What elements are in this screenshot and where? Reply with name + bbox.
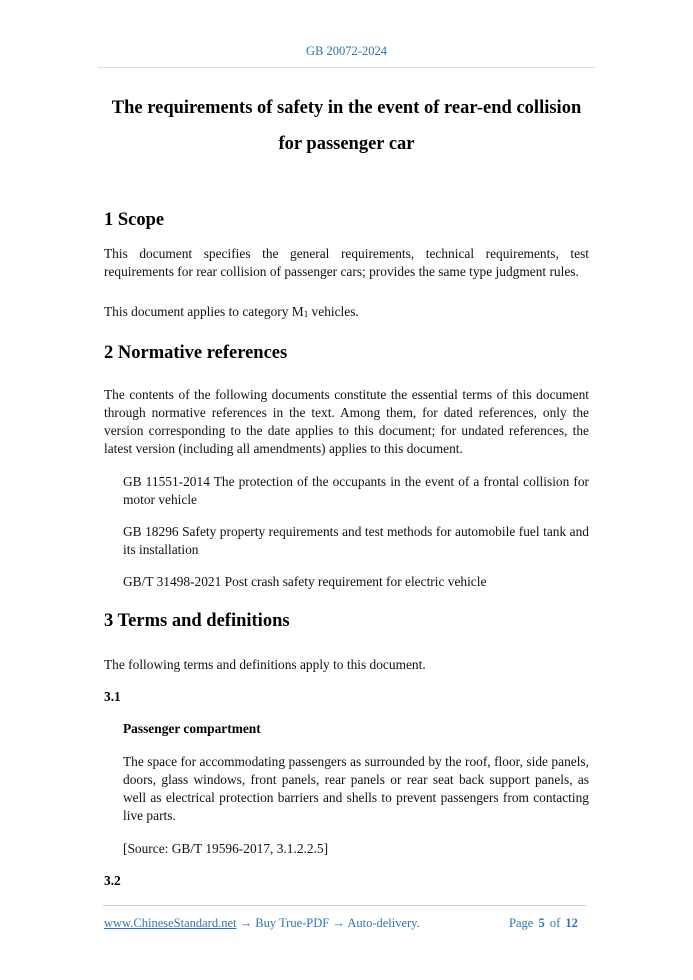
arrow-right-icon: → xyxy=(332,916,345,930)
arrow-right-icon: → xyxy=(239,916,253,930)
terms-intro: The following terms and definitions apply to this document. xyxy=(104,657,426,672)
term-name: Passenger compartment xyxy=(123,721,261,736)
page-label: Page xyxy=(509,916,534,930)
header-divider xyxy=(98,67,595,68)
page-total: 12 xyxy=(565,916,578,930)
section-heading-scope: 1 Scope xyxy=(104,210,165,230)
scope-paragraph-2 xyxy=(104,303,589,323)
of-label: of xyxy=(549,916,561,930)
normative-intro: The contents of the following documents constitute the essential terms of this document through normative references in the text. Among them, for dated references, only the version corresponding to the date applies to this document; for undated references, the latest version (including all amendments) applies to this document. xyxy=(104,387,589,456)
reference-item: GB/T 31498-2021 Post crash safety requirement for electric vehicle xyxy=(123,574,487,589)
document-title-line-2: for passenger car xyxy=(278,134,415,154)
page-current: 5 xyxy=(538,916,545,930)
term-number: 3.2 xyxy=(104,873,121,888)
page-indicator xyxy=(509,916,578,931)
section-heading-normative-references: 2 Normative references xyxy=(104,343,288,363)
footer-divider xyxy=(103,905,586,906)
auto-delivery-text: Auto-delivery. xyxy=(347,916,420,930)
buy-true-pdf-text: Buy True-PDF xyxy=(255,916,330,930)
chinesestandard-link[interactable]: www.ChineseStandard.net xyxy=(104,916,237,930)
scope-para2-subscript: 1 xyxy=(303,309,309,319)
reference-item: GB 18296 Safety property requirements and test methods for automobile fuel tank and its installation xyxy=(123,524,589,557)
scope-para2-prefix: This document applies to category M xyxy=(104,304,304,319)
term-definition: The space for accommodating passengers as surrounded by the roof, floor, side panels, doors, glass windows, front panels, rear panels or rear seat back support panels, as well as electrical protection barriers and shells to prevent passengers from contacting live parts. xyxy=(123,754,589,823)
header-doc-code: GB 20072-2024 xyxy=(306,44,387,58)
reference-item: GB 11551-2014 The protection of the occupants in the event of a frontal collision for motor vehicle xyxy=(123,474,589,507)
document-title xyxy=(0,90,693,162)
term-number: 3.1 xyxy=(104,689,121,704)
scope-para2-suffix: vehicles. xyxy=(308,304,359,319)
term-source: [Source: GB/T 19596-2017, 3.1.2.2.5] xyxy=(123,841,329,856)
scope-paragraph-1: This document specifies the general requirements, technical requirements, test requirements for rear collision of passenger cars; provides the same type judgment rules. xyxy=(104,246,589,279)
footer-promo xyxy=(104,916,420,931)
section-heading-terms-definitions: 3 Terms and definitions xyxy=(104,611,290,631)
document-title-line-1: The requirements of safety in the event of rear-end collision xyxy=(111,98,582,118)
